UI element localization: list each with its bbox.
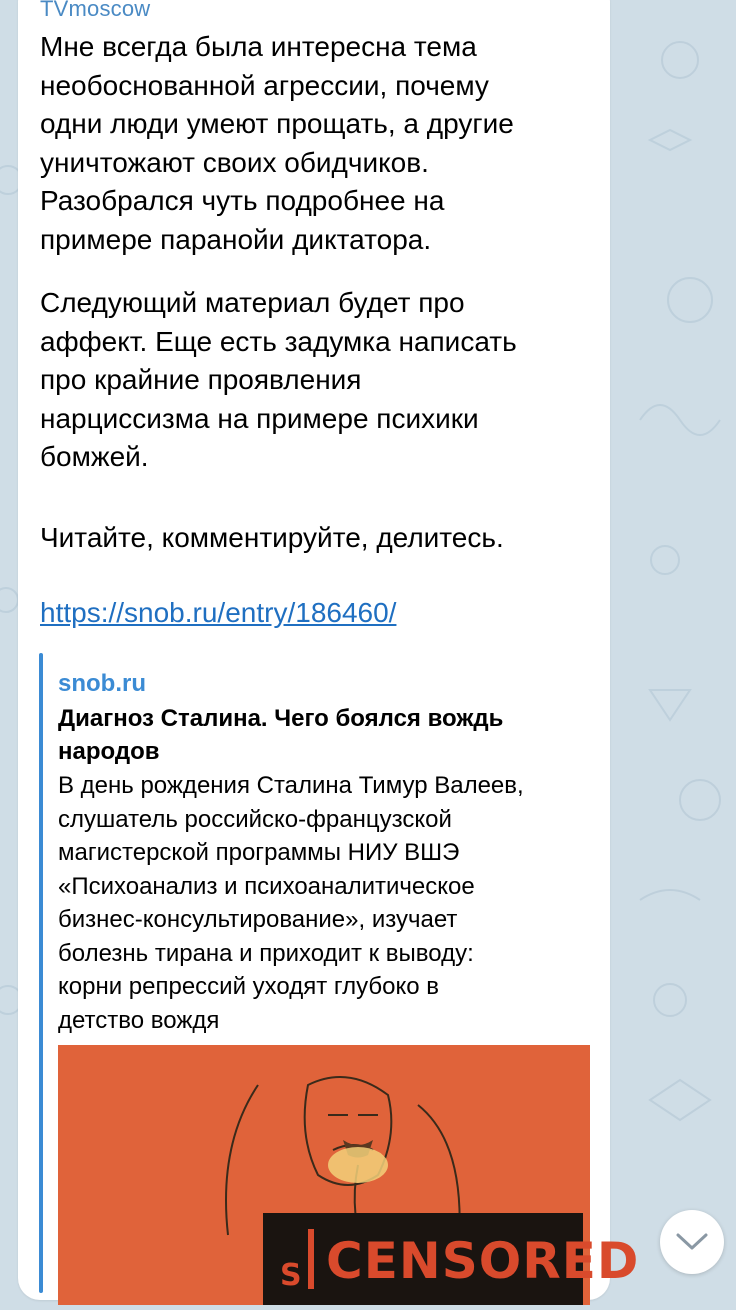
censored-stamp-text: CENSORED <box>326 1232 640 1290</box>
link-preview-site[interactable]: snob.ru <box>58 670 146 697</box>
link-preview-description: В день рождения Сталина Тимур Валеев, слушатель российско-французской магистерской программы НИУ ВШЭ «Психоанализ и психоаналитическое бизнес-консультирование», изучает болезнь тирана и приходит к выводу: корни репрессий уходят глубоко в детство вождя <box>58 772 524 1034</box>
link-preview-title[interactable]: Диагноз Сталина. Чего боялся вождь народов <box>58 705 504 765</box>
link-preview-image[interactable] <box>58 1045 640 1305</box>
message-text-paragraph-1: Мне всегда была интересна тема необоснованной агрессии, почему одни люди умеют прощать, а другие уничтожают своих обидчиков. Разобрался чуть подробнее на примере паранойи диктатора. <box>40 31 514 255</box>
censored-stamp-s: S <box>280 1258 302 1293</box>
chevron-down-icon <box>675 1232 709 1252</box>
message-text-paragraph-2: Следующий материал будет про аффект. Еще есть задумка написать про крайние проявления нарциссизма на примере психики бомжей. <box>40 287 517 472</box>
scroll-down-button[interactable] <box>660 1210 724 1274</box>
link-preview-accent-bar <box>39 653 43 1293</box>
message-text-paragraph-3: Читайте, комментируйте, делитесь. <box>40 522 504 553</box>
message-link[interactable]: https://snob.ru/entry/186460/ <box>40 597 397 628</box>
message-bubble[interactable] <box>18 0 640 1300</box>
sender-name[interactable]: TVmoscow <box>40 0 151 21</box>
